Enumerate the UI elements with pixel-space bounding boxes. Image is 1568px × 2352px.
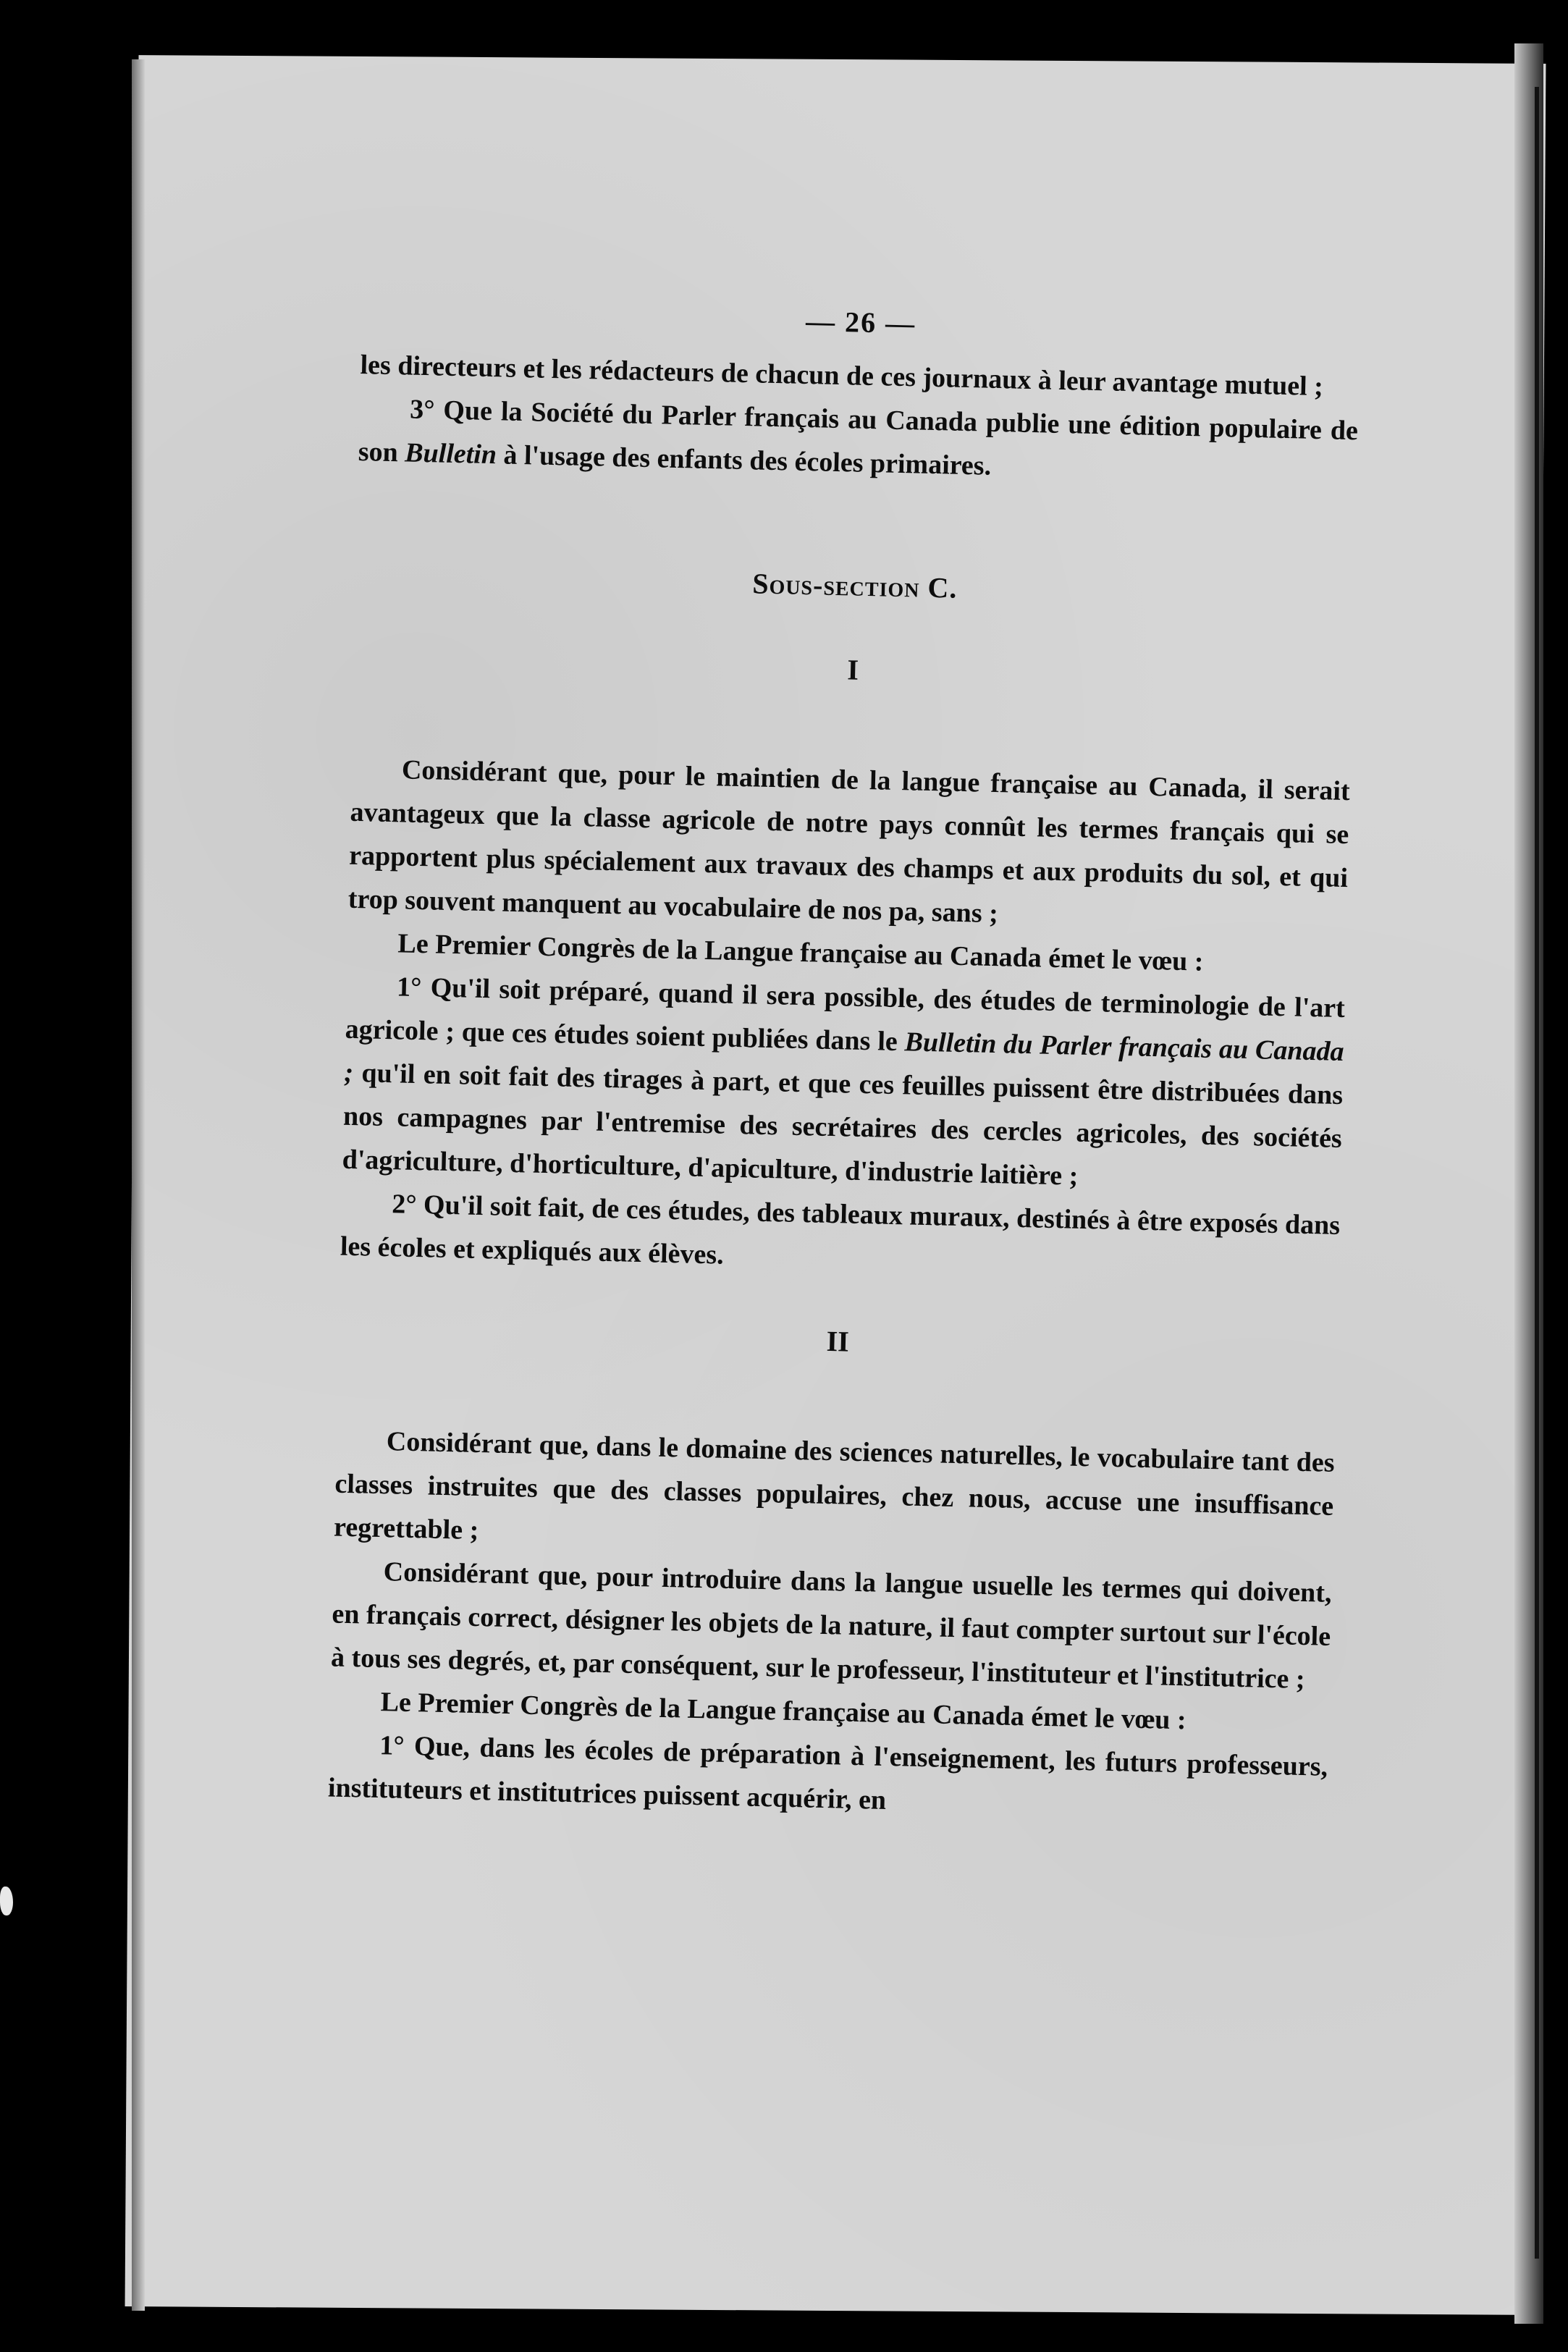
- item-I-1: [342, 964, 1345, 1204]
- considerant-agricole: Considérant que, pour le maintien de la langue française au Canada, il serait avantageux que la classe agricole de notre pays connût les termes français qui se rapportent plus spécialement aux travaux des champs et aux produits du sol, et qui trop souvent manquent au vocabulaire de nos pa, sans ;: [347, 754, 1351, 930]
- paragraph-bulletin-text: 3° Que la Société du Parler français au Canada publie une édition populaire de son: [358, 394, 1359, 468]
- section-numeral-I: I: [846, 653, 859, 686]
- bulletin-italic: Bulletin: [404, 437, 497, 471]
- paragraph-bulletin-tail: à l'usage des enfants des écoles primaires.: [496, 439, 992, 481]
- paragraph-journaux: les directeurs et les rédacteurs de chacun de ces journaux à leur avantage mutuel ;: [360, 349, 1324, 402]
- section-numeral-II: II: [826, 1324, 850, 1358]
- voeu-II: Le Premier Congrès de la Langue française au Canada émet le vœu :: [380, 1687, 1187, 1736]
- item-II-1: 1° Que, dans les écoles de préparation à l'enseignement, les futurs professeurs, instituteurs et institutrices puissent acquérir, en: [327, 1730, 1328, 1816]
- section-heading: Sous-section C.: [751, 567, 958, 604]
- considerant-sciences: Considérant que, dans le domaine des sciences naturelles, le vocabulaire tant des classes instruites que des classes populaires, chez nous, accuse une insuffisance regrettable ;: [333, 1426, 1336, 1546]
- page-right-edge: [1514, 43, 1543, 2324]
- page-fold-shadow: [1535, 87, 1539, 2259]
- item-I-1-italic: Bulletin du Parler français au Canada ;: [343, 1027, 1344, 1089]
- page-left-edge: [132, 59, 145, 2311]
- voeu-I: Le Premier Congrès de la Langue française au Canada émet le vœu :: [397, 928, 1204, 977]
- scan-speck: [0, 1887, 13, 1915]
- page-text: [327, 290, 1360, 1832]
- item-I-1-text: 1° Qu'il soit préparé, quand il sera possible, des études de terminologie de l'art agricole ; que ces études soient publiées dans le: [345, 971, 1346, 1058]
- item-I-1-tail: qu'il en soit fait des tirages à part, et que ces feuilles puissent être distribuées dans nos campagnes par l'entremise des secrétaires des cercles agricoles, des sociétés d'agriculture, d'horticulture, d'apiculture, d'industrie laitière ;: [342, 1058, 1344, 1192]
- item-I-2: 2° Qu'il soit fait, de ces études, des tableaux muraux, destinés à être exposés dans les écoles et expliqués aux élèves.: [340, 1189, 1341, 1270]
- considerant-ecole: Considérant que, pour introduire dans la langue usuelle les termes qui doivent, en français correct, désigner les objets de la nature, il faut compter surtout sur l'école à tous ses degrés, et, par conséquent, sur le professeur, l'instituteur et l'institutrice ;: [330, 1556, 1332, 1695]
- page-number: — 26 —: [805, 304, 916, 340]
